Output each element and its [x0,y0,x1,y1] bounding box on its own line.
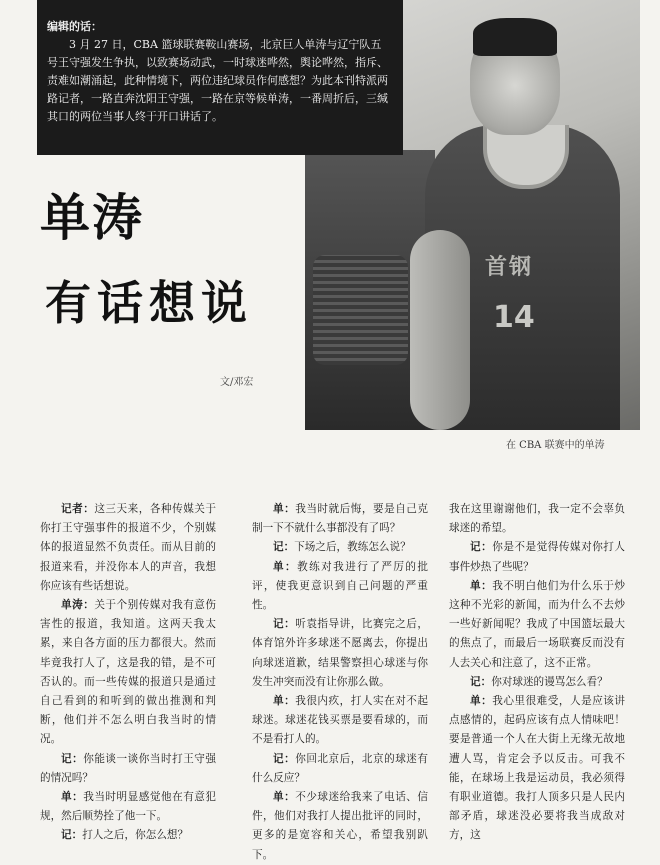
interview-paragraph [40,826,216,845]
player-arm [410,230,470,430]
article-column-3 [449,500,625,846]
interview-paragraph [449,673,625,692]
interview-paragraph [40,500,216,596]
speaker-label: 单： [273,503,296,515]
jersey-text: 首钢 [485,255,534,280]
editor-note [37,0,403,155]
interview-paragraph [252,750,428,788]
paragraph-text: 这三天来，各种传媒关于你打王守强事件的报道不少，个别媒体的报道显然不负责任。而从目前的报道来看，并没你本人的声音，我想你应该有些话想说。 [40,503,217,592]
interview-paragraph [449,577,625,673]
interview-paragraph [40,596,216,750]
speaker-label: 记： [61,829,83,842]
paragraph-text: 关于个别传媒对我有意伤害性的报道，我知道。这两天我太累，来自各方面的压力都很大。然而毕竟我打人了，这是我的错，是不可否认的。而一些传媒的报道只是通过自己看到的和听到的做出推测和判断，他们并不怎么明白我当时的情况。 [40,599,217,746]
paragraph-text: 不少球迷给我来了电话、信件，他们对我打人提出批评的同时，更多的是宽容和关心，希望我别趴下。 [252,791,429,861]
article-column-1 [40,500,216,846]
photo-caption: 在 CBA 联赛中的单涛 [506,440,605,451]
interview-paragraph [252,615,428,692]
article-column-2 [252,500,428,865]
speaker-label: 记： [273,752,296,765]
paragraph-text: 我当时就后悔，要是自己克制一下不就什么事都没有了吗？ [252,503,429,535]
editor-note-body: 3 月 27 日，CBA 篮球联赛鞍山赛场，北京巨人单涛与辽宁队五号王守强发生争执，以致赛场动武，一时球迷哗然，舆论哗然，指斥、责难如潮涌起，此种情境下，两位违纪球员作何感想？为此本刊特派两路记者，一路直奔沈阳王守强，一路在京等候单涛，一番周折后，三缄其口的两位当事人终于开口讲话了。 [47,38,388,123]
article-title-line1: 单涛 [40,189,144,247]
paragraph-text: 听袁指导讲，比赛完之后，体育馆外许多球迷不愿离去，你提出向球迷道歉，结果警察担心球迷与你发生冲突而没有让你那么做。 [252,618,429,688]
byline: 文/邓宏 [220,377,254,388]
speaker-label: 单： [273,791,296,804]
speaker-label: 记者： [61,503,95,515]
paragraph-text: 下场之后，教练怎么说？ [294,541,411,554]
speaker-label: 单涛： [61,599,95,612]
paragraph-text: 教练对我进行了严厉的批评，使我更意识到自己问题的严重性。 [252,560,429,612]
speaker-label: 单： [470,579,493,592]
interview-paragraph [40,750,216,788]
paragraph-text: 你是不是觉得传媒对你打人事件炒热了些呢？ [449,541,626,573]
paragraph-text: 你对球迷的谩骂怎么看？ [491,675,608,688]
speaker-label: 单： [470,695,493,708]
paragraph-text: 我很内疚，打人实在对不起球迷。球迷花钱买票是要看球的，而不是看打人的。 [252,695,429,746]
interview-paragraph [252,500,428,538]
article-title-line2: 有话想说 [45,276,253,330]
jersey-number: 14 [493,300,535,335]
interview-paragraph [40,788,216,826]
editor-note-heading: 编辑的话： [47,20,102,33]
photo-bag [313,255,408,365]
interview-paragraph [252,788,428,865]
speaker-label: 单： [273,695,296,708]
paragraph-text: 我不明白他们为什么乐于炒这种不光彩的新闻，而为什么不去炒一些好新闻呢？我成了中国篮坛最大的焦点了，而最后一场联赛反而没有人去关心和注意了，这不正常。 [449,579,626,669]
paragraph-text: 你能谈一谈你当时打王守强的情况吗？ [40,752,217,784]
paragraph-text: 我心里很难受，人是应该讲点感情的，起码应该有点人情味吧！要是普通一个人在大街上无缘无故地遭人骂，肯定会予以反击。可我不能，在球场上我是运动员，我必须得有职业道德。我打人顶多只是人民内部矛盾，球迷没必要将我当成敌对方，这 [449,695,626,842]
speaker-label: 记： [273,618,296,631]
speaker-label: 记： [273,541,295,554]
speaker-label: 单： [273,560,298,573]
paragraph-text: 我在这里谢谢他们，我一定不会辜负球迷的希望。 [449,503,625,535]
interview-paragraph [252,558,428,616]
paragraph-text: 你回北京后，北京的球迷有什么反应？ [252,752,429,784]
paragraph-text: 我当时明显感觉他在有意犯规，然后顺势拴了他一下。 [40,791,217,823]
interview-paragraph [449,538,625,576]
interview-paragraph [252,692,428,750]
paragraph-text: 打人之后，你怎么想？ [82,829,189,842]
speaker-label: 记： [470,541,493,554]
speaker-label: 单： [61,791,84,804]
speaker-label: 记： [61,752,84,765]
player-hair [473,18,557,56]
interview-paragraph [252,538,428,557]
interview-paragraph [449,500,625,538]
speaker-label: 记： [470,675,492,688]
interview-paragraph [449,692,625,846]
